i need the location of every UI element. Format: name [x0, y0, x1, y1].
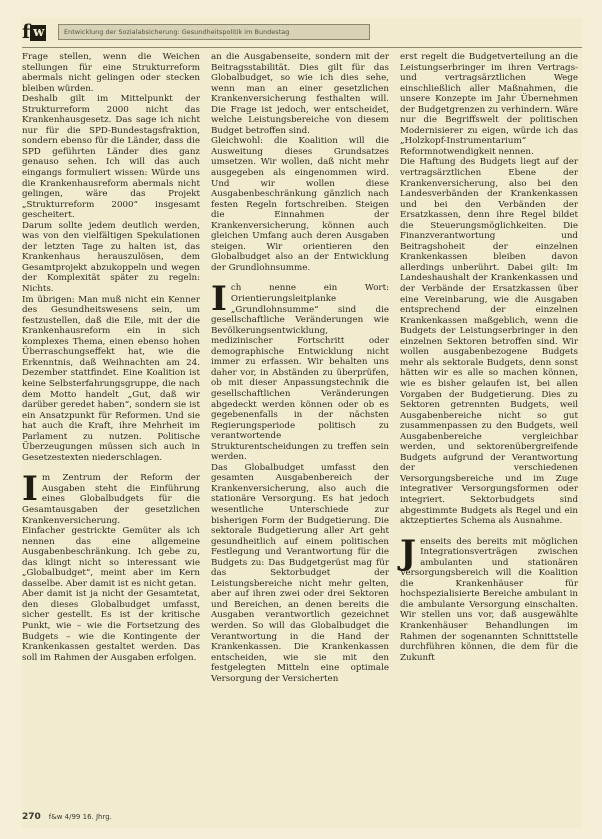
drop-cap: I — [211, 279, 227, 320]
footer — [22, 810, 112, 824]
drop-cap-paragraph: Im Zentrum der Reform der Ausgaben steht die Einführung eines Globalbudgets für die Gesamtausgaben der gesetzlichen Krankenversicherung. — [22, 469, 200, 526]
running-title: Entwicklung der Sozialabsicherung: Gesundheitspolitik im Bundestag — [58, 24, 370, 40]
page — [22, 18, 582, 828]
issue-info: f&w 4/99 16. Jhrg. — [48, 813, 112, 821]
drop-cap: I — [22, 469, 38, 510]
paragraph: Einfacher gestrickte Gemüter als ich nennen das eine allgemeine Ausgabenbeschränkung. Ich gebe zu, das klingt nicht so interessant wie „Globalbudget“, meint aber im Kern dasselbe. Aber damit ist es nicht getan. — [22, 526, 200, 589]
paragraph: Darum sollte jedem deutlich werden, was von den vielfältigen Spekulationen der letzten Tage zu halten ist, das Krankenhaus herauszulösen, dem Gesamtprojekt abzukoppeln und wegen der Komplexität später zu regeln: Nichts. — [22, 220, 200, 295]
paragraph: Das Globalbudget umfasst den gesamten Ausgabenbereich der Krankenversicherung, also auch die stationäre Versorgung. Es hat jedoch wesentliche Unterschiede zur bisherigen Form der Budgetierung. Die sektorale Budgetierung aller Art geht gesundheitlich auf einem politischen Festlegung und Verantwortung für die Budgets zu: Das Budgetgerüst mag für das Sektorbudget der Leistungsbereiche nicht mehr gelten, aber auf ihren zwei oder drei Sektoren und Bereichen, an denen bereits die Ausgaben verantwortlich gezeichnet werden. So will das Globalbudget die Verantwortung in die Hand der Krankenkassen. Die Krankenkassen entscheiden, wie sie mit den festgelegten Mitteln eine optimale Versorgung der Versicherten — [211, 462, 389, 684]
drop-cap-paragraph: Jenseits des bereits mit möglichen Integrationsverträgen zwischen ambulanten und stationären Versorgungsbereich will die Koalition die Krankenhäuser für hochspezialisierte Bereiche ambulant in die ambulante Versorgung einschalten. Wir stellen uns vor, daß ausgewählte Krankenhäuser Behandlungen im Rahmen der sogenannten Schnittstelle durchführen können, die dem für die Zukunft — [400, 532, 578, 663]
paragraph: Im übrigen: Man muß nicht ein Kenner des Gesundheitswesens sein, um festzustellen, daß die Eile, mit der die Krankenhausreform ein in sich komplexes Thema, einen ebenso hohen Überraschungseffekt hat, wie die Erkenntnis, daß Weihnachten am 24. Dezember stattfindet. Eine Koalition ist keine Selbsterfahrungsgruppe, die nach dem Motto handelt „Gut, daß wir darüber geredet haben“, sondern sie ist ein Ansatzpunkt für Reformen. Und sie hat auch die Kraft, ihre Mehrheit im Parlament zu nutzen. Politische Überzeugungen müssen sich auch in Gesetzestexten niederschlagen. — [22, 294, 200, 463]
paragraph: Aber damit ist ja nicht der Gesamtetat, den dieses Globalbudget umfasst, sicher gestellt. Es ist der kritische Punkt, wie – wie die Fortsetzung des Budgets – wie die Kontingente der Krankenkassen gestaltet werden. Das soll im Rahmen der Ausgaben erfolgen. — [22, 589, 200, 663]
drop-cap: J — [400, 532, 417, 573]
drop-cap-paragraph: Ich nenne ein Wort: Orientierungsleitplanke „Grundlohnsumme“ sind die gesellschaftliche Veränderungen wie Bevölkerungsentwicklung, medizinischer Fortschritt oder demographische Entwicklung nicht immer zu erfassen. Wir behalten uns daher vor, in Abständen zu überprüfen, ob mit dieser Anpassungstechnik die gesellschaftlichen Veränderungen abgedeckt werden können oder ob es gegebenenfalls in der nächsten Regierungsperiode politisch zu verantwortende Strukturentscheidungen zu treffen sein werden. — [211, 279, 389, 463]
paragraph: erst regelt die Budgetverteilung an die Leistungserbringer im ihren Vertrags- und vertragsärztlichen Wege einschließlich aller Maßnahmen, die unsere Konzepte im Jahr Übernehmen der Budgetgrenzen zu verhindern. Wäre nur die Begriffswelt der politischen Modernisierer zu eigen, würde ich das „Holzkopf-Instrumentarium“ Reformnotwendigkeit nennen. — [400, 52, 578, 157]
text-column-2 — [211, 52, 389, 809]
publication-logo: f w — [22, 20, 52, 44]
paragraph: an die Ausgabenseite, sondern mit der Beitragsstabilität. Dies gilt für das Globalbudget, so wie ich dies sehe, wenn man an einer gesetzlichen Krankenversicherung festhalten will. Die Frage ist jedoch, wer entscheidet, welche Leistungsbereiche von diesem Budget betroffen sind. — [211, 52, 389, 136]
paragraph: Gleichwohl: die Koalition will die Ausweitung dieses Grundsatzes umsetzen. Wir wollen, daß nicht mehr ausgegeben als eingenommen wird. Und wir wollen diese Ausgabenbeschränkung gänzlich nach festen Regeln fortschreiben. Steigen die Einnahmen der Krankenversicherung, können auch gleichen Umfang auch deren Ausgaben steigen. Wir orientieren den Globalbudget also an der Entwicklung der Grundlohnsumme. — [211, 136, 389, 273]
paragraph: Frage stellen, wenn die Weichen stellungen für eine Strukturreform abermals nicht gelingen oder stecken bleiben würden. — [22, 52, 200, 94]
header-rule — [22, 47, 582, 48]
text-column-1 — [22, 52, 200, 805]
page-number: 270 — [22, 812, 41, 822]
header — [22, 18, 582, 46]
paragraph: Die Haftung des Budgets liegt auf der vertragsärztlichen Ebene der Krankenversicherung, also bei den Landesverbänden der Krankenkassen und bei den Verbänden der Ersatzkassen, denn ihre Regel bildet die Steuerungsmöglichkeiten. Die Finanzverantwortung und Beitragshoheit der einzelnen Krankenkassen bleiben davon allerdings unberührt. Dabei gilt: Im Landeshaushalt der Krankenkassen und der Verbände der Ersatzkassen über eine Vereinbarung, wie die Ausgaben entsprechend der einzelnen Krankenkassen maßgeblich, wenn die Budgets der Leistungserbringer in den einzelnen Sektoren betroffen sind. Wir wollen ausgabenbezogene Budgets mehr als sektorale Budgets, denn sonst hätten wir es alle so machen können, wie es bisher gelaufen ist, bei allen Vorgaben der Budgetierung. Dies zu Sektoren getrennten Budgets, weil Ausgabenbereiche nicht so gut zusammenpassen zu den Budgets, weil Ausgabenbereiche vergleichbar werden, und sektorenübergreifende Budgets aufgrund der Verantwortung der verschiedenen Versorgungsbereiche und im Zuge integrativer Versorgungsformen oder integriert. Sektorbudgets sind abgestimmte Budgets als Regel und ein aktzeptiertes Schema als Ausnahme. — [400, 157, 578, 527]
paragraph: Deshalb gilt im Mittelpunkt der Strukturreform 2000 nicht das Krankenhausgesetz. Das sage ich nicht nur für die SPD-Bundestagsfraktion, sondern ebenso für die Länder, dass die SPD geführten Länder dies ganz genauso sehen. Ich will das auch eingangs formuliert wissen: Würde uns die Krankenhausreform abermals nicht gelingen, wäre das Projekt „Strukturreform 2000“ insgesamt gescheitert. — [22, 94, 200, 221]
text-column-3 — [400, 52, 578, 812]
